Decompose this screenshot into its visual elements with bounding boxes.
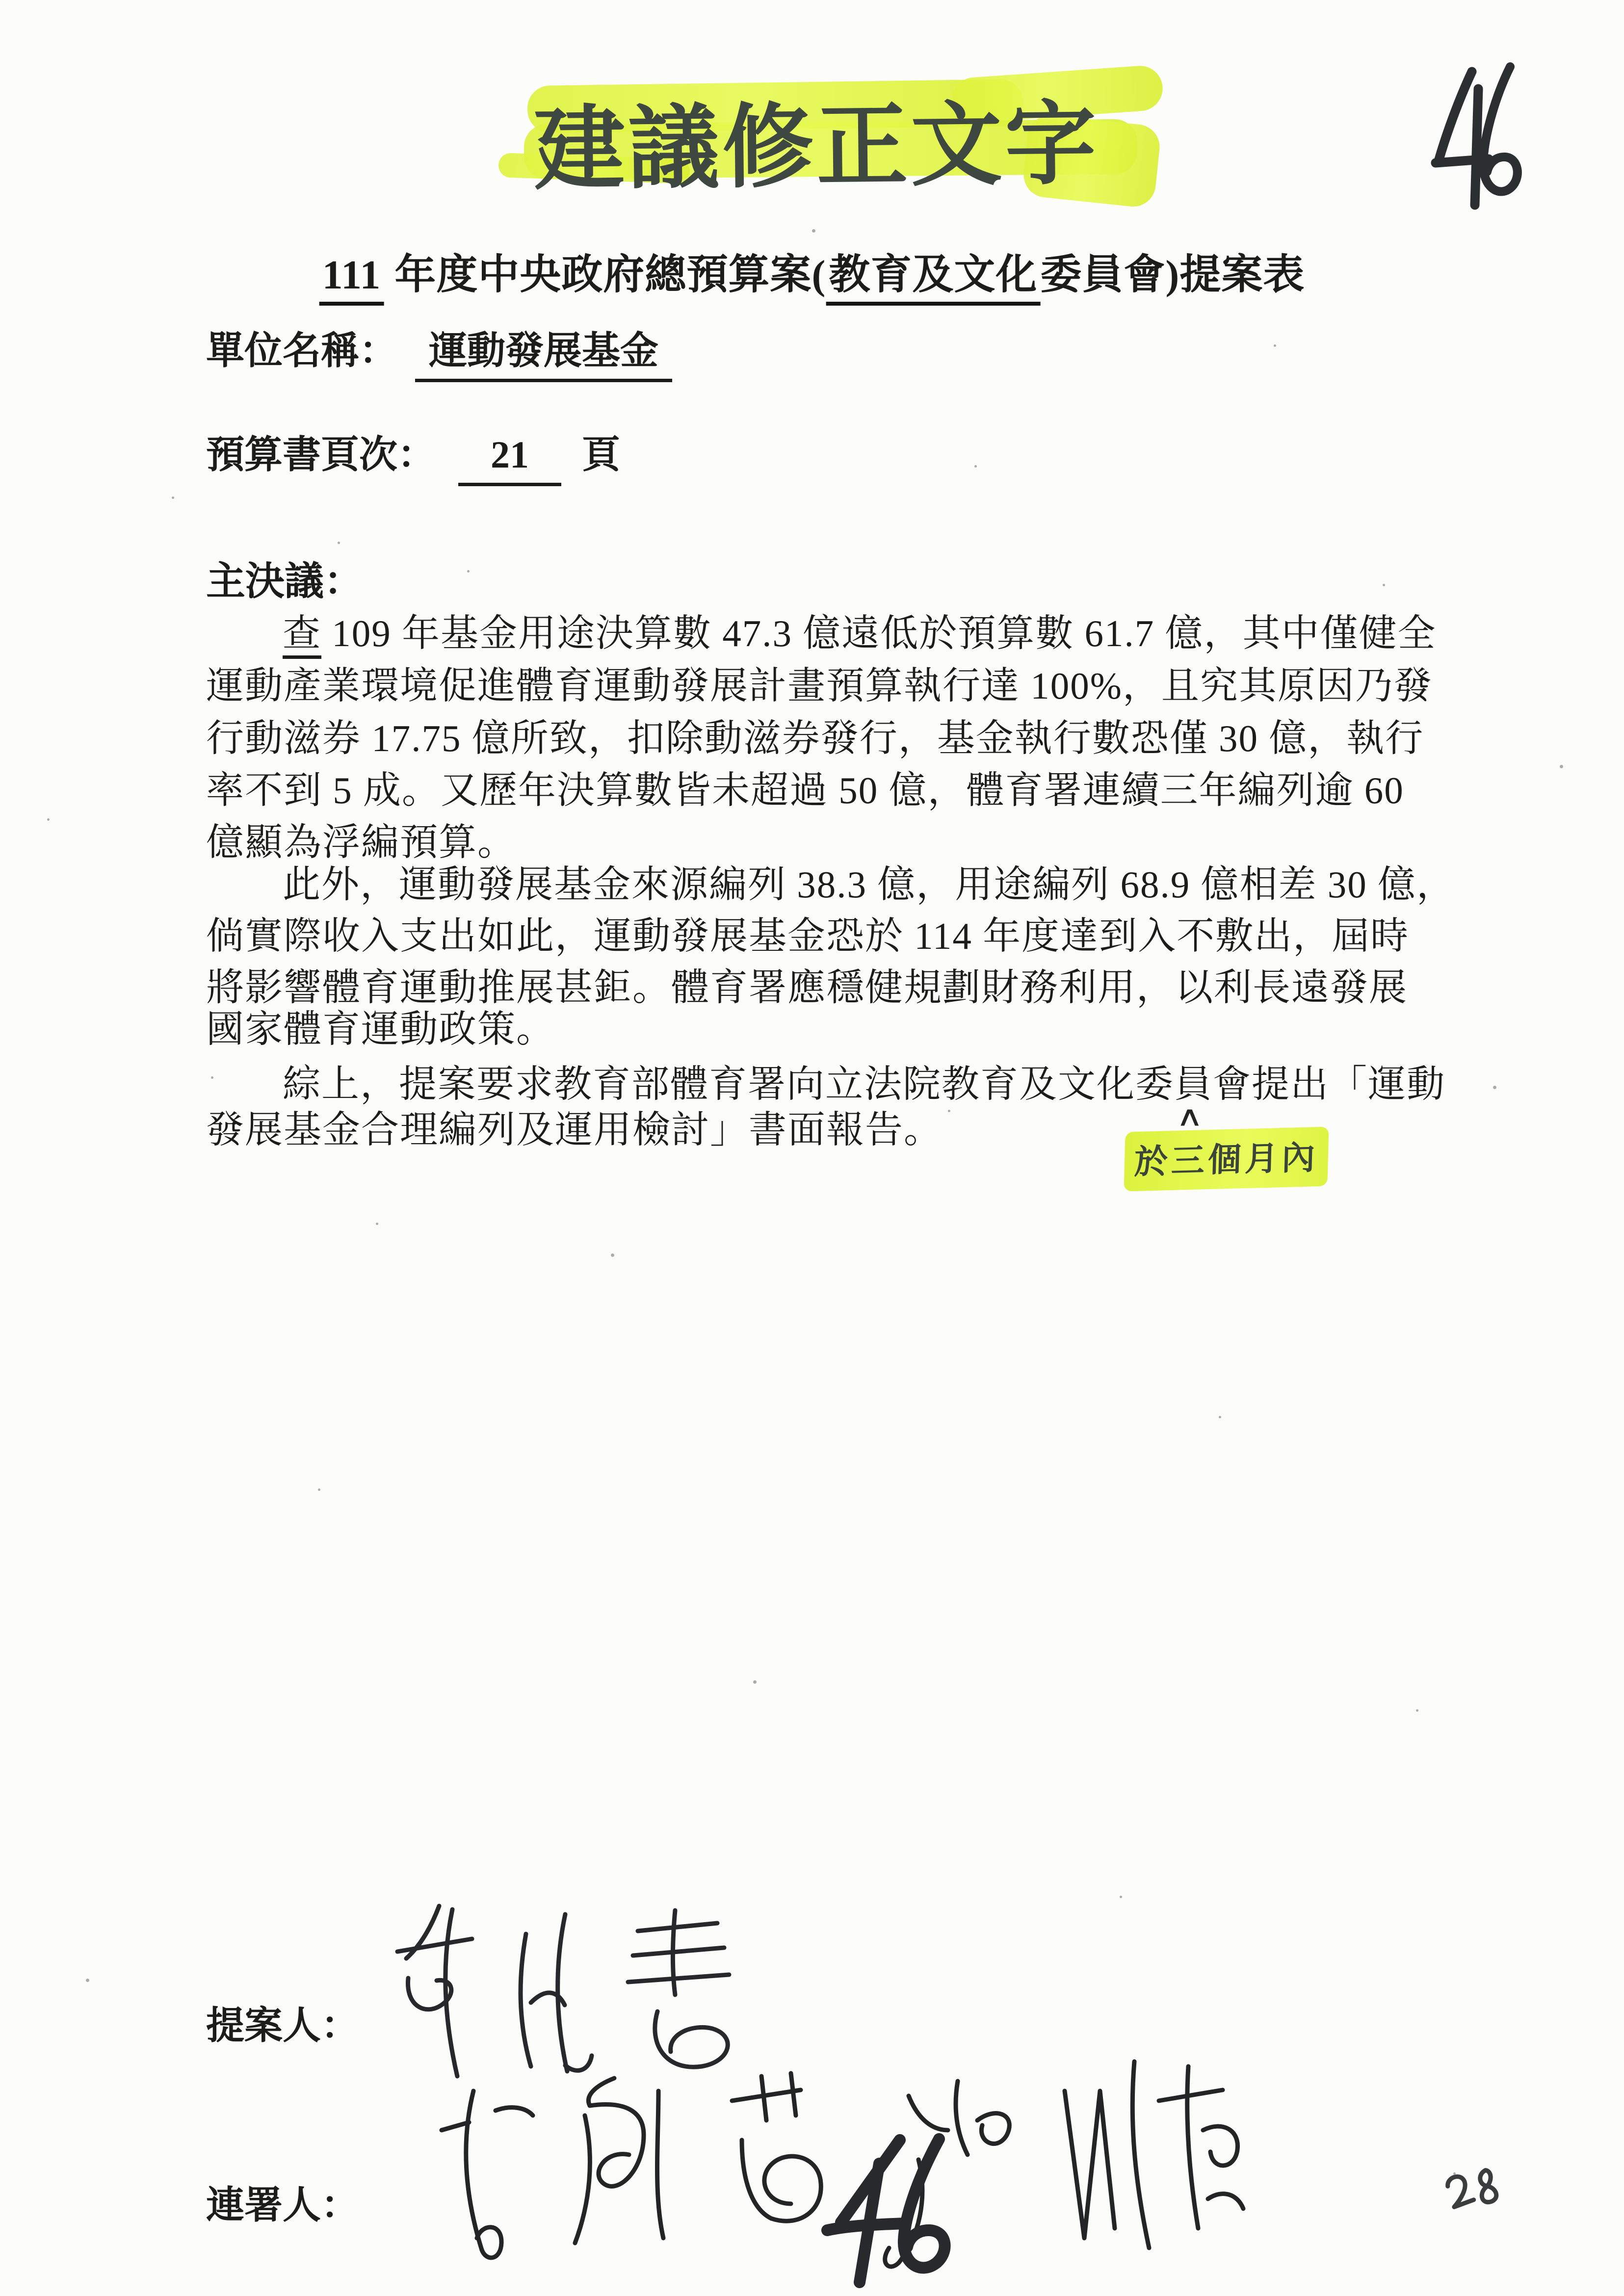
title-year-underlined: 111 [319,252,384,306]
cosigner-label: 連署人： [206,2184,360,2226]
scan-noise-specks [172,496,174,499]
unit-name-value: 運動發展基金 [415,329,672,382]
handwritten-page-number-bottom [820,2133,953,2290]
resolution-line: 查 109 年基金用途決算數 47.3 億遠低於預算數 61.7 億，其中僅健全 [206,611,1509,655]
budget-page-label: 預算書頁次： [206,433,436,476]
resolution-line: 倘實際收入支出如此，運動發展基金恐於 114 年度達到入不敷出，屆時 [206,915,1410,957]
resolution-line: 行動滋券 17.75 億所致，扣除動滋券發行，基金執行數恐僅 30 億，執行 [206,717,1424,759]
title-segment: 委員會)提案表 [1040,252,1305,298]
budget-page-value: 21 [458,433,561,486]
resolution-line: 國家體育運動政策。 [206,1008,555,1050]
resolution-line: 將影響體育運動推展甚鉅。體育署應穩健規劃財務利用，以利長遠發展 [206,966,1408,1009]
resolution-line: 發展基金合理編列及運用檢討」書面報告。 [206,1109,943,1151]
handwritten-corner-note [1432,2149,1521,2223]
resolution-line: 綜上，提案要求教育部體育署向立法院教育及文化委員會提出「運動 [283,1063,1445,1105]
handwritten-header: 建議修正文字 [533,90,1100,203]
document-title [319,241,1305,301]
unit-name-label: 單位名稱： [206,329,398,372]
handwritten-page-number-top [1429,62,1527,214]
resolution-line: 此外，運動發展基金來源編列 38.3 億，用途編列 68.9 億相差 30 億， [283,863,1455,906]
underlined-char: 查 [283,612,321,659]
insertion-caret-mark: ∧ [1176,1099,1204,1133]
resolution-heading: 主決議： [206,560,363,603]
budget-page-unit: 頁 [582,433,621,476]
title-committee-underlined: 教育及文化 [826,252,1040,306]
resolution-line: 運動產業環境促進體育運動發展計畫預算執行達 100%，且究其原因乃發 [206,665,1433,707]
budget-page-row [206,424,620,479]
proposer-label: 提案人： [206,2004,360,2047]
unit-name-row [206,320,672,375]
resolution-line: 率不到 5 成。又歷年決算數皆未超過 50 億，體育署連續三年編列逾 60 [206,769,1404,811]
title-segment: 年度中央政府總預算案( [384,252,826,298]
resolution-line: 億顯為浮編預算。 [206,821,516,863]
handwritten-annotation: 於三個月內 [1124,1127,1329,1192]
